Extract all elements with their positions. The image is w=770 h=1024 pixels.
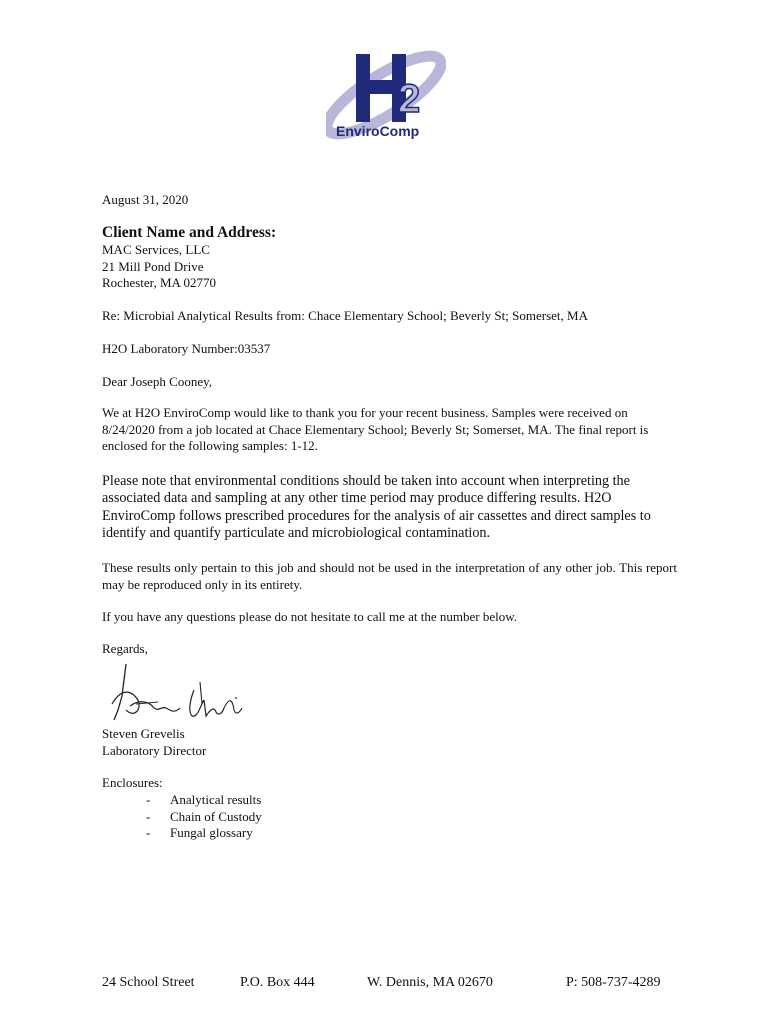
list-item: - Analytical results [146,792,262,807]
list-item: - Fungal glossary [146,825,253,840]
signer-name: Steven Grevelis [102,726,185,741]
body-paragraph-2: Please note that environmental conditions should be taken into account when interpreting the associated data and sampling at any other time period may produce differing results. H2O EnviroComp follows prescribed procedures for the analysis of air cassettes and direct samples to identify and quantify particulate and microbiological contamination. [102,473,651,541]
enclosure-text: Chain of Custody [170,808,262,824]
body-paragraph-4: If you have any questions please do not hesitate to call me at the number below. [102,609,518,624]
footer-phone: P: 508-737-4289 [566,975,661,990]
address-line: 21 Mill Pond Drive [102,258,204,274]
salutation: Dear Joseph Cooney, [102,374,212,389]
lab-number: H2O Laboratory Number:03537 [102,341,271,356]
footer-street: 24 School Street [102,975,195,990]
h2o-envirocomp-logo [326,50,446,140]
svg-text:EnviroComp: EnviroComp [336,123,420,139]
enclosure-text: Analytical results [170,792,262,807]
body-paragraph-1: We at H2O EnviroComp would like to thank you for your recent business. Samples were received on 8/24/2020 from a job located at Chace Elementary School; Beverly St; Somerset, MA. The final report is enclosed for the following samples: 1-12. [102,405,649,453]
enclosures-label: Enclosures: [102,775,163,790]
svg-text:2: 2 [398,77,421,121]
footer-city: W. Dennis, MA 02670 [367,975,493,990]
body-paragraph-3: These results only pertain to this job and should not be used in the interpretation of any other job. This report may be reproduced only in its entirety. [102,560,677,592]
letter-date: August 31, 2020 [102,192,189,207]
signer-title: Laboratory Director [102,742,207,758]
footer-po-box: P.O. Box 444 [240,975,315,990]
address-line: MAC Services, LLC [102,242,210,257]
closing: Regards, [102,641,148,656]
list-item: - Chain of Custody [146,808,262,824]
subject-line: Re: Microbial Analytical Results from: Chace Elementary School; Beverly St; Somerset, MA [102,308,588,323]
signer-block [102,726,206,759]
client-address [102,242,216,292]
handwritten-signature [108,660,248,722]
address-line: Rochester, MA 02770 [102,275,216,290]
enclosure-text: Fungal glossary [170,825,253,840]
enclosures-list [146,792,262,842]
client-heading: Client Name and Address: [102,224,277,241]
